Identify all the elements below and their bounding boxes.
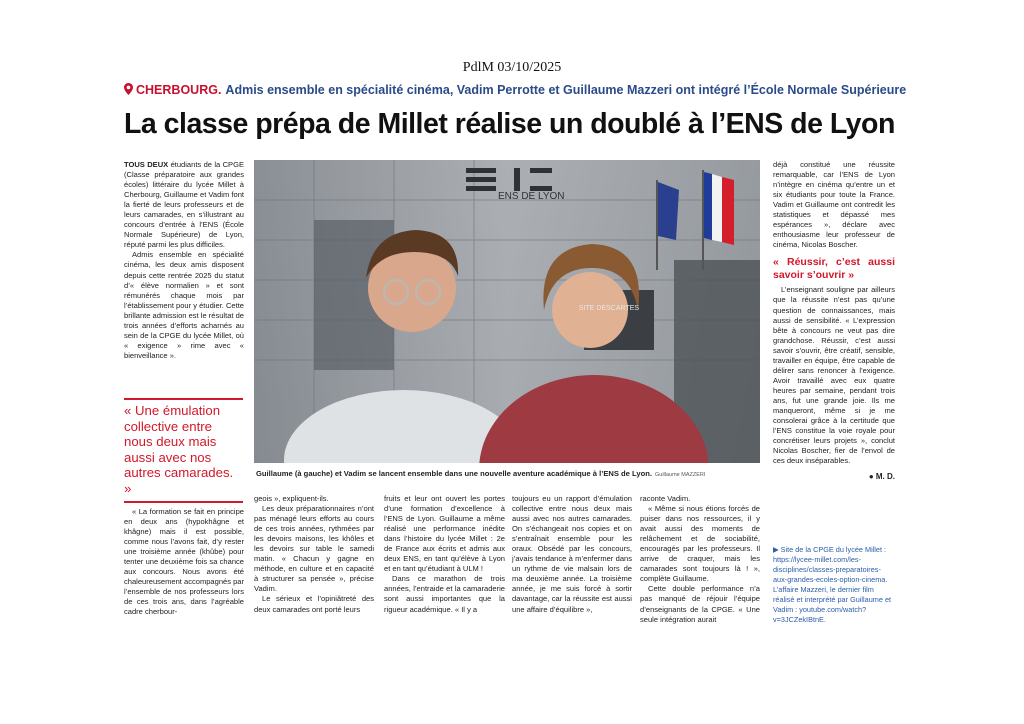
col2-p3: Le sérieux et l’opiniâtreté des deux camarades ont porté leurs [254, 594, 374, 614]
subheading [773, 256, 895, 281]
map-pin-icon [124, 83, 133, 98]
press-stamp: PdlM 03/10/2025 [462, 60, 562, 75]
col2-p2: Les deux préparationnaires n’ont pas ménagé leurs efforts au cours de ces trois années, rythmées par les devoirs maisons, les khôles et les devoirs sur table le samedi matin. « Chacun y gagne en méthode, en culture et en capacité à structurer sa pensée », précise Vadim. [254, 504, 374, 594]
kicker-city: CHERBOURG. [136, 83, 222, 97]
col5-p2: « Même si nous étions forcés de puiser dans nos ressources, il y avait aussi des moments de relâchement et de sociabilité, encouragés par les professeurs. Il arrive de craquer, mais les camarades sont toujours là ! », complète Guillaume. [640, 504, 760, 584]
col4-p1: toujours eu un rapport d’émulation collective entre nous deux mais aussi avec nos autres camarades. On s’échangeait nos copies et on s’entraînait ensemble pour les oraux. Obsédé par les concours, j’avais tendance à m’enfermer dans un rythme de vie malsain lors de ma deuxième année. La troisième année, je me suis forcé à sortir davantage, car la réussite est aussi une affaire d’équilibre », [512, 494, 632, 614]
links-text[interactable]: Site de la CPGE du lycée Millet : https://lycee-millet.com/les-disciplines/classes-preparatoires-aux-grandes-ecoles-option-cinema. L’affaire Mazzeri, le dernier film réalisé et interprété par Guillaume et Vadim : youtube.com/watch?v=3JCZekIBtnE. [773, 545, 892, 624]
col3-p2: Dans ce marathon de trois années, l’entraide et la camaraderie sont aussi importantes que la rigueur académique. « Il y a [384, 574, 505, 614]
article-photo [254, 160, 760, 463]
arrow-right-icon: ▶ [773, 545, 779, 554]
photo-illustration [254, 160, 760, 463]
article-column-5 [640, 494, 760, 625]
col1-p3: « La formation se fait en principe en deux ans (hypokhâgne et khâgne) mais il est possible, comme nous l’avons fait, d’y rester une troisième année (khûbe) pour tenter une deuxième fois sa chance aux concours. Nous avons été chaleureusement accompagnés par l’ensemble de nos professeurs lors de ces trois ans, dans l’agréable cadre cherbour- [124, 507, 244, 617]
col1-p1: étudiants de la CPGE (Classe préparatoire aux grandes écoles) littéraire du lycée Millet à Cherbourg, Guillaume et Vadim font la fierté de leurs professeurs et de leurs camarades, en s’illustrant au concours d’entrée à l’ENS (École Normale Supérieure) de Lyon, réputé parmi les plus difficiles. [124, 160, 244, 250]
col6-p2: L’enseignant souligne par ailleurs que la réussite n’est pas qu’une question de connaissances, mais aussi de sensibilité. « L’expression bête à concours ne veut pas dire grandchose. Réussir, c’est aussi savoir s’ouvrir, être créatif, sensible, travailler en équipe, être capable de délirer sans renoncer à l’exigence. Avoir travaillé avec eux quatre heures par semaine, pendant trois ans, fut une grande joie. Ils me manqueront, même si je me consolerai grâce à la certitude que l’ENS constitue la voie royale pour concrétiser leurs projets », conclut Nicolas Boscher, fier de l’envol de ces deux inséparables. [773, 285, 895, 466]
photo-credit: Guillaume MAZZERI [654, 472, 706, 478]
photo-caption [256, 469, 760, 478]
building-sign: ENS DE LYON [498, 191, 565, 202]
col5-p3: Cette double performance n’a pas manqué de réjouir l’équipe d’enseignants de la CPGE. « Une seule intégration aurait [640, 584, 760, 624]
col5-p1: raconte Vadim. [640, 494, 691, 503]
col3-p1: fruits et leur ont ouvert les portes d’une formation d’excellence à l’ENS de Lyon. Guillaume a même réalisé une performance inédite dans l’histoire du lycée Millet : 2e de France aux écrits et admis aux deux ENS, en tant qu’élève à Lyon et en tant qu’étudiant à ULM ! [384, 494, 505, 574]
subheading-text: « Réussir, c’est aussi savoir s’ouvrir » [773, 256, 895, 281]
article-column-4 [512, 494, 632, 615]
article-column-6 [773, 160, 895, 482]
headline: La classe prépa de Millet réalise un doublé à l’ENS de Lyon [124, 108, 895, 140]
article-column-1-bottom [124, 507, 244, 618]
col1-p2: Admis ensemble en spécialité cinéma, les deux amis disposent depuis cette rentrée 2025 du statut d’« élève normalien » et sont rémunérés chaque mois par l’établissement pour y étudier. Cette brillante admission est le résultat de trois années d’efforts acharnés au sein de la CPGE du lycée Millet, où « exigence » rime avec « bienveillance ». [124, 250, 244, 360]
author-signature: ● M. D. [868, 472, 895, 482]
caption-text: Guillaume (à gauche) et Vadim se lancent ensemble dans une nouvelle aventure académique à l’ENS de Lyon. [256, 469, 652, 478]
article-column-2 [254, 494, 374, 615]
kicker [124, 83, 907, 98]
links-box[interactable] [773, 545, 895, 625]
col6-p1: déjà constitué une réussite remarquable, car l’ENS de Lyon n’intègre en cinéma qu’entre un et six étudiants pour toute la France. Vadim et Guillaume ont contredit les statistiques et dépassé mes espérances », déclare avec enthousiasme leur professeur de cinéma, Nicolas Boscher. [773, 160, 895, 250]
article-column-3 [384, 494, 505, 615]
article-column-1 [124, 160, 244, 361]
col2-p1: geois », expliquent-ils. [254, 494, 329, 503]
kicker-subtitle: Admis ensemble en spécialité cinéma, Vadim Perrotte et Guillaume Mazzeri ont intégré l’École Normale Supérieure [225, 83, 907, 97]
door-sign: SITE DESCARTES [578, 305, 640, 312]
pull-quote: « Une émulation collective entre nous deux mais aussi avec nos autres camarades. » [124, 398, 243, 503]
lead-words: TOUS DEUX [124, 160, 169, 169]
